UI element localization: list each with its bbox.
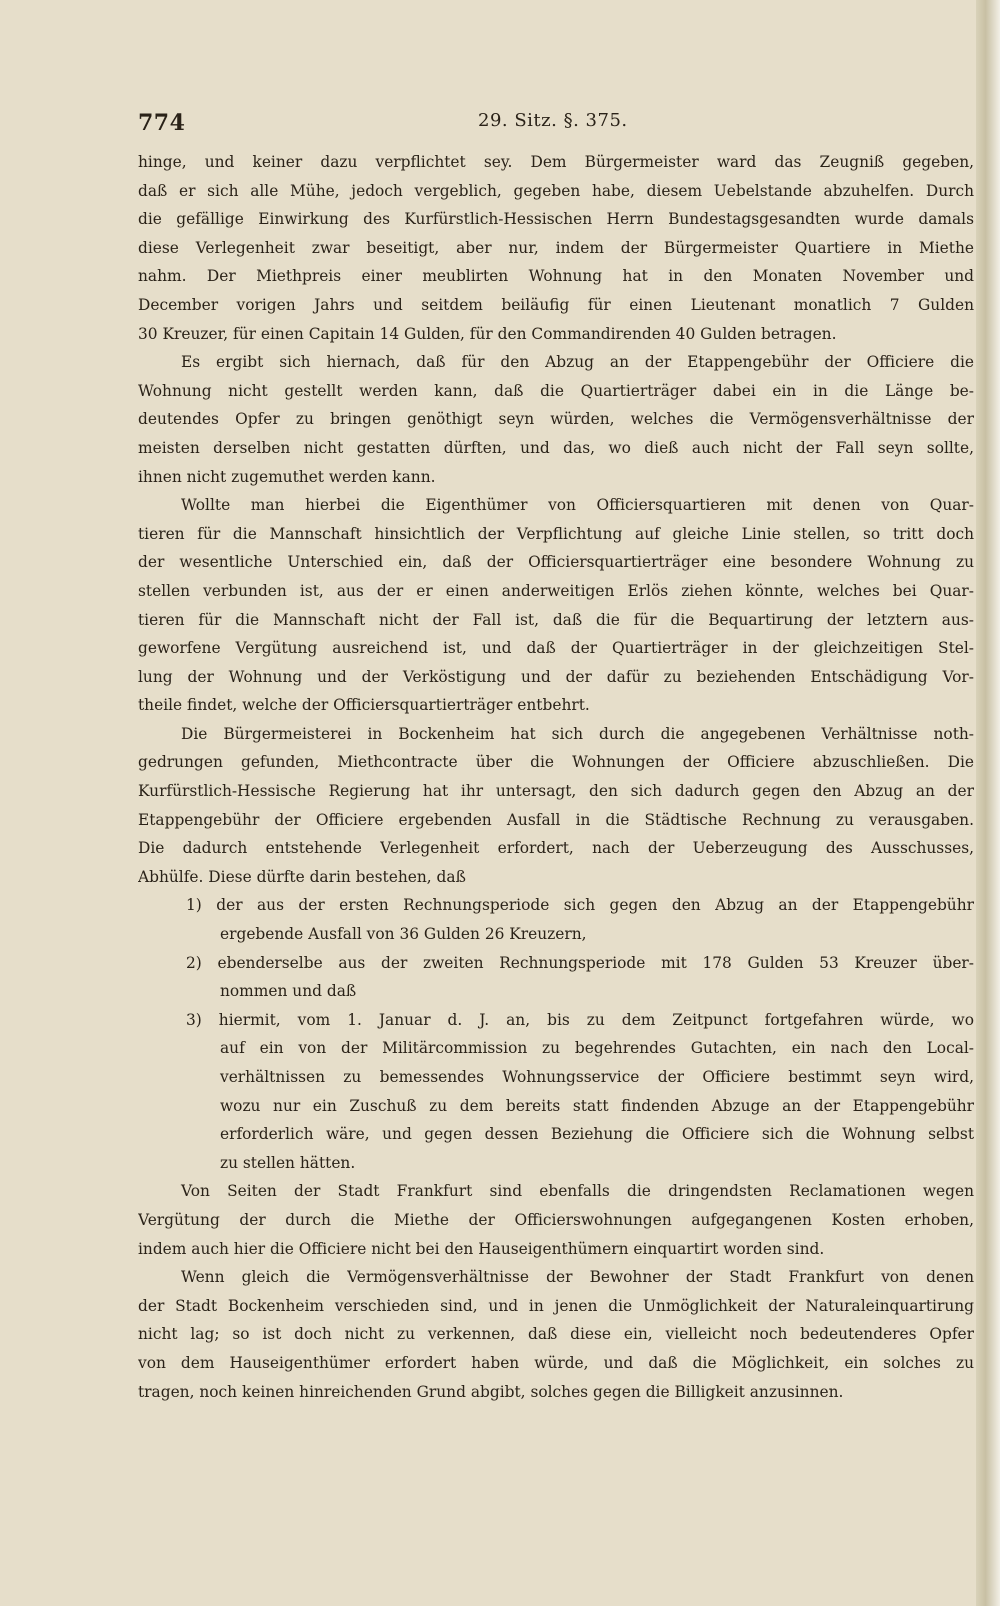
paragraph: [138, 348, 974, 491]
text-line: December vorigen Jahrs und seitdem beiläufig für einen Lieutenant monatlich 7 Gulden: [138, 295, 974, 314]
text-line: nahm. Der Miethpreis einer meublirten Wohnung hat in den Monaten November und: [138, 267, 974, 286]
text-line: [138, 1006, 974, 1035]
text-line: der Stadt Bockenheim verschieden sind, und in jenen die Unmöglichkeit der Naturaleinquartirung: [138, 1296, 974, 1315]
text-line: auf ein von der Militärcommission zu begehrendes Gutachten, ein nach den Local-: [220, 1039, 974, 1058]
text-line: Vergütung der durch die Miethe der Officierswohnungen aufgegangenen Kosten erhoben,: [138, 1210, 974, 1229]
text-line: Wenn gleich die Vermögensverhältnisse der Bewohner der Stadt Frankfurt von denen: [181, 1268, 974, 1287]
text-line: verhältnissen zu bemessendes Wohnungsservice der Officiere bestimmt seyn wird,: [220, 1068, 974, 1086]
body-text: [138, 148, 974, 1406]
text-line: tieren für die Mannschaft nicht der Fall ist, daß die für die Bequartirung der letztern aus-: [138, 610, 974, 629]
text-line: Es ergibt sich hiernach, daß für den Abzug an der Etappengebühr der Officiere die: [181, 353, 974, 372]
text-line: tieren für die Mannschaft hinsichtlich der Verpflichtung auf gleiche Linie stellen, so tritt doch: [138, 524, 974, 543]
paragraph: [138, 1177, 974, 1263]
list-number: 2): [186, 953, 202, 972]
text-line: nommen und daß: [220, 982, 357, 1001]
list-text: hiermit, vom 1. Januar d. J. an, bis zu dem Zeitpunct fortgefahren würde, wo: [218, 1010, 974, 1029]
text-line: Die Bürgermeisterei in Bockenheim hat sich durch die angegebenen Verhältnisse noth-: [181, 724, 974, 743]
text-line: indem auch hier die Officiere nicht bei den Hauseigenthümern einquartirt worden sind.: [138, 1239, 825, 1258]
list-number: 1): [186, 896, 202, 915]
page-number: 774: [138, 110, 186, 136]
numbered-list: [138, 891, 974, 1177]
paragraph: [138, 720, 974, 892]
text-line: Von Seiten der Stadt Frankfurt sind ebenfalls die dringendsten Reclamationen wegen: [181, 1182, 974, 1201]
text-line: wozu nur ein Zuschuß zu dem bereits statt findenden Abzuge an der Etappengebühr: [220, 1096, 974, 1115]
text-line: 30 Kreuzer, für einen Capitain 14 Gulden, für den Commandirenden 40 Gulden betragen.: [138, 324, 837, 343]
paragraph: [138, 1263, 974, 1406]
text-line: Abhülfe. Diese dürfte darin bestehen, daß: [138, 867, 466, 886]
paragraph: [138, 491, 974, 720]
text-line: Etappengebühr der Officiere ergebenden Ausfall in die Städtische Rechnung zu verausgaben.: [138, 810, 974, 829]
list-item: [138, 891, 974, 948]
text-line: diese Verlegenheit zwar beseitigt, aber nur, indem der Bürgermeister Quartiere in Miethe: [138, 238, 974, 257]
text-line: [138, 949, 974, 978]
list-number: 3): [186, 1010, 202, 1029]
list-text: der aus der ersten Rechnungsperiode sich gegen den Abzug an der Etappengebühr: [216, 896, 974, 915]
text-line: Wollte man hierbei die Eigenthümer von Officiersquartieren mit denen von Quar-: [181, 496, 974, 515]
text-line: erforderlich wäre, und gegen dessen Beziehung die Officiere sich die Wohnung selbst: [220, 1125, 974, 1144]
text-line: von dem Hauseigenthümer erfordert haben würde, und daß die Möglichkeit, ein solches zu: [138, 1353, 974, 1372]
text-line: die gefällige Einwirkung des Kurfürstlich-Hessischen Herrn Bundestagsgesandten wurde damals: [138, 210, 974, 229]
text-line: ihnen nicht zugemuthet werden kann.: [138, 467, 436, 486]
scan-edge: [976, 0, 1000, 1606]
text-line: deutendes Opfer zu bringen genöthigt seyn würden, welches die Vermögensverhältnisse der: [138, 410, 974, 429]
text-line: gedrungen gefunden, Miethcontracte über die Wohnungen der Officiere abzuschließen. Die: [138, 753, 974, 772]
text-line: meisten derselben nicht gestatten dürften, und das, wo dieß auch nicht der Fall seyn sollte,: [138, 438, 974, 457]
list-item: [138, 949, 974, 1006]
text-line: ergebende Ausfall von 36 Gulden 26 Kreuzern,: [220, 925, 587, 944]
text-line: daß er sich alle Mühe, jedoch vergeblich, gegeben habe, diesem Uebelstande abzuhelfen. Durch: [138, 181, 974, 200]
text-line: [138, 891, 974, 920]
text-line: zu stellen hätten.: [220, 1153, 356, 1172]
text-line: hinge, und keiner dazu verpflichtet sey. Dem Bürgermeister ward das Zeugniß gegeben,: [138, 153, 974, 171]
text-line: Die dadurch entstehende Verlegenheit erfordert, nach der Ueberzeugung des Ausschusses,: [138, 839, 974, 858]
text-line: Kurfürstlich-Hessische Regierung hat ihr untersagt, den sich dadurch gegen den Abzug an der: [138, 782, 974, 801]
text-line: theile findet, welche der Officiersquartierträger entbehrt.: [138, 696, 590, 715]
paragraph: [138, 148, 974, 348]
text-line: geworfene Vergütung ausreichend ist, und daß der Quartierträger in der gleichzeitigen Stel-: [138, 639, 974, 658]
text-line: nicht lag; so ist doch nicht zu verkennen, daß diese ein, vielleicht noch bedeutenderes Opfer: [138, 1325, 974, 1344]
text-line: lung der Wohnung und der Verköstigung und der dafür zu beziehenden Entschädigung Vor-: [138, 667, 974, 686]
text-line: der wesentliche Unterschied ein, daß der Officiersquartierträger eine besondere Wohnung zu: [138, 553, 974, 572]
running-head: 29. Sitz. §. 375.: [478, 110, 628, 131]
list-text: ebenderselbe aus der zweiten Rechnungsperiode mit 178 Gulden 53 Kreuzer über-: [217, 953, 974, 972]
text-line: stellen verbunden ist, aus der er einen anderweitigen Erlös ziehen könnte, welches bei Quar-: [138, 581, 974, 600]
list-item: [138, 1006, 974, 1178]
text-line: Wohnung nicht gestellt werden kann, daß die Quartierträger dabei ein in die Länge be-: [138, 381, 974, 400]
page-header: [138, 110, 858, 140]
text-line: tragen, noch keinen hinreichenden Grund abgibt, solches gegen die Billigkeit anzusinnen.: [138, 1382, 844, 1401]
